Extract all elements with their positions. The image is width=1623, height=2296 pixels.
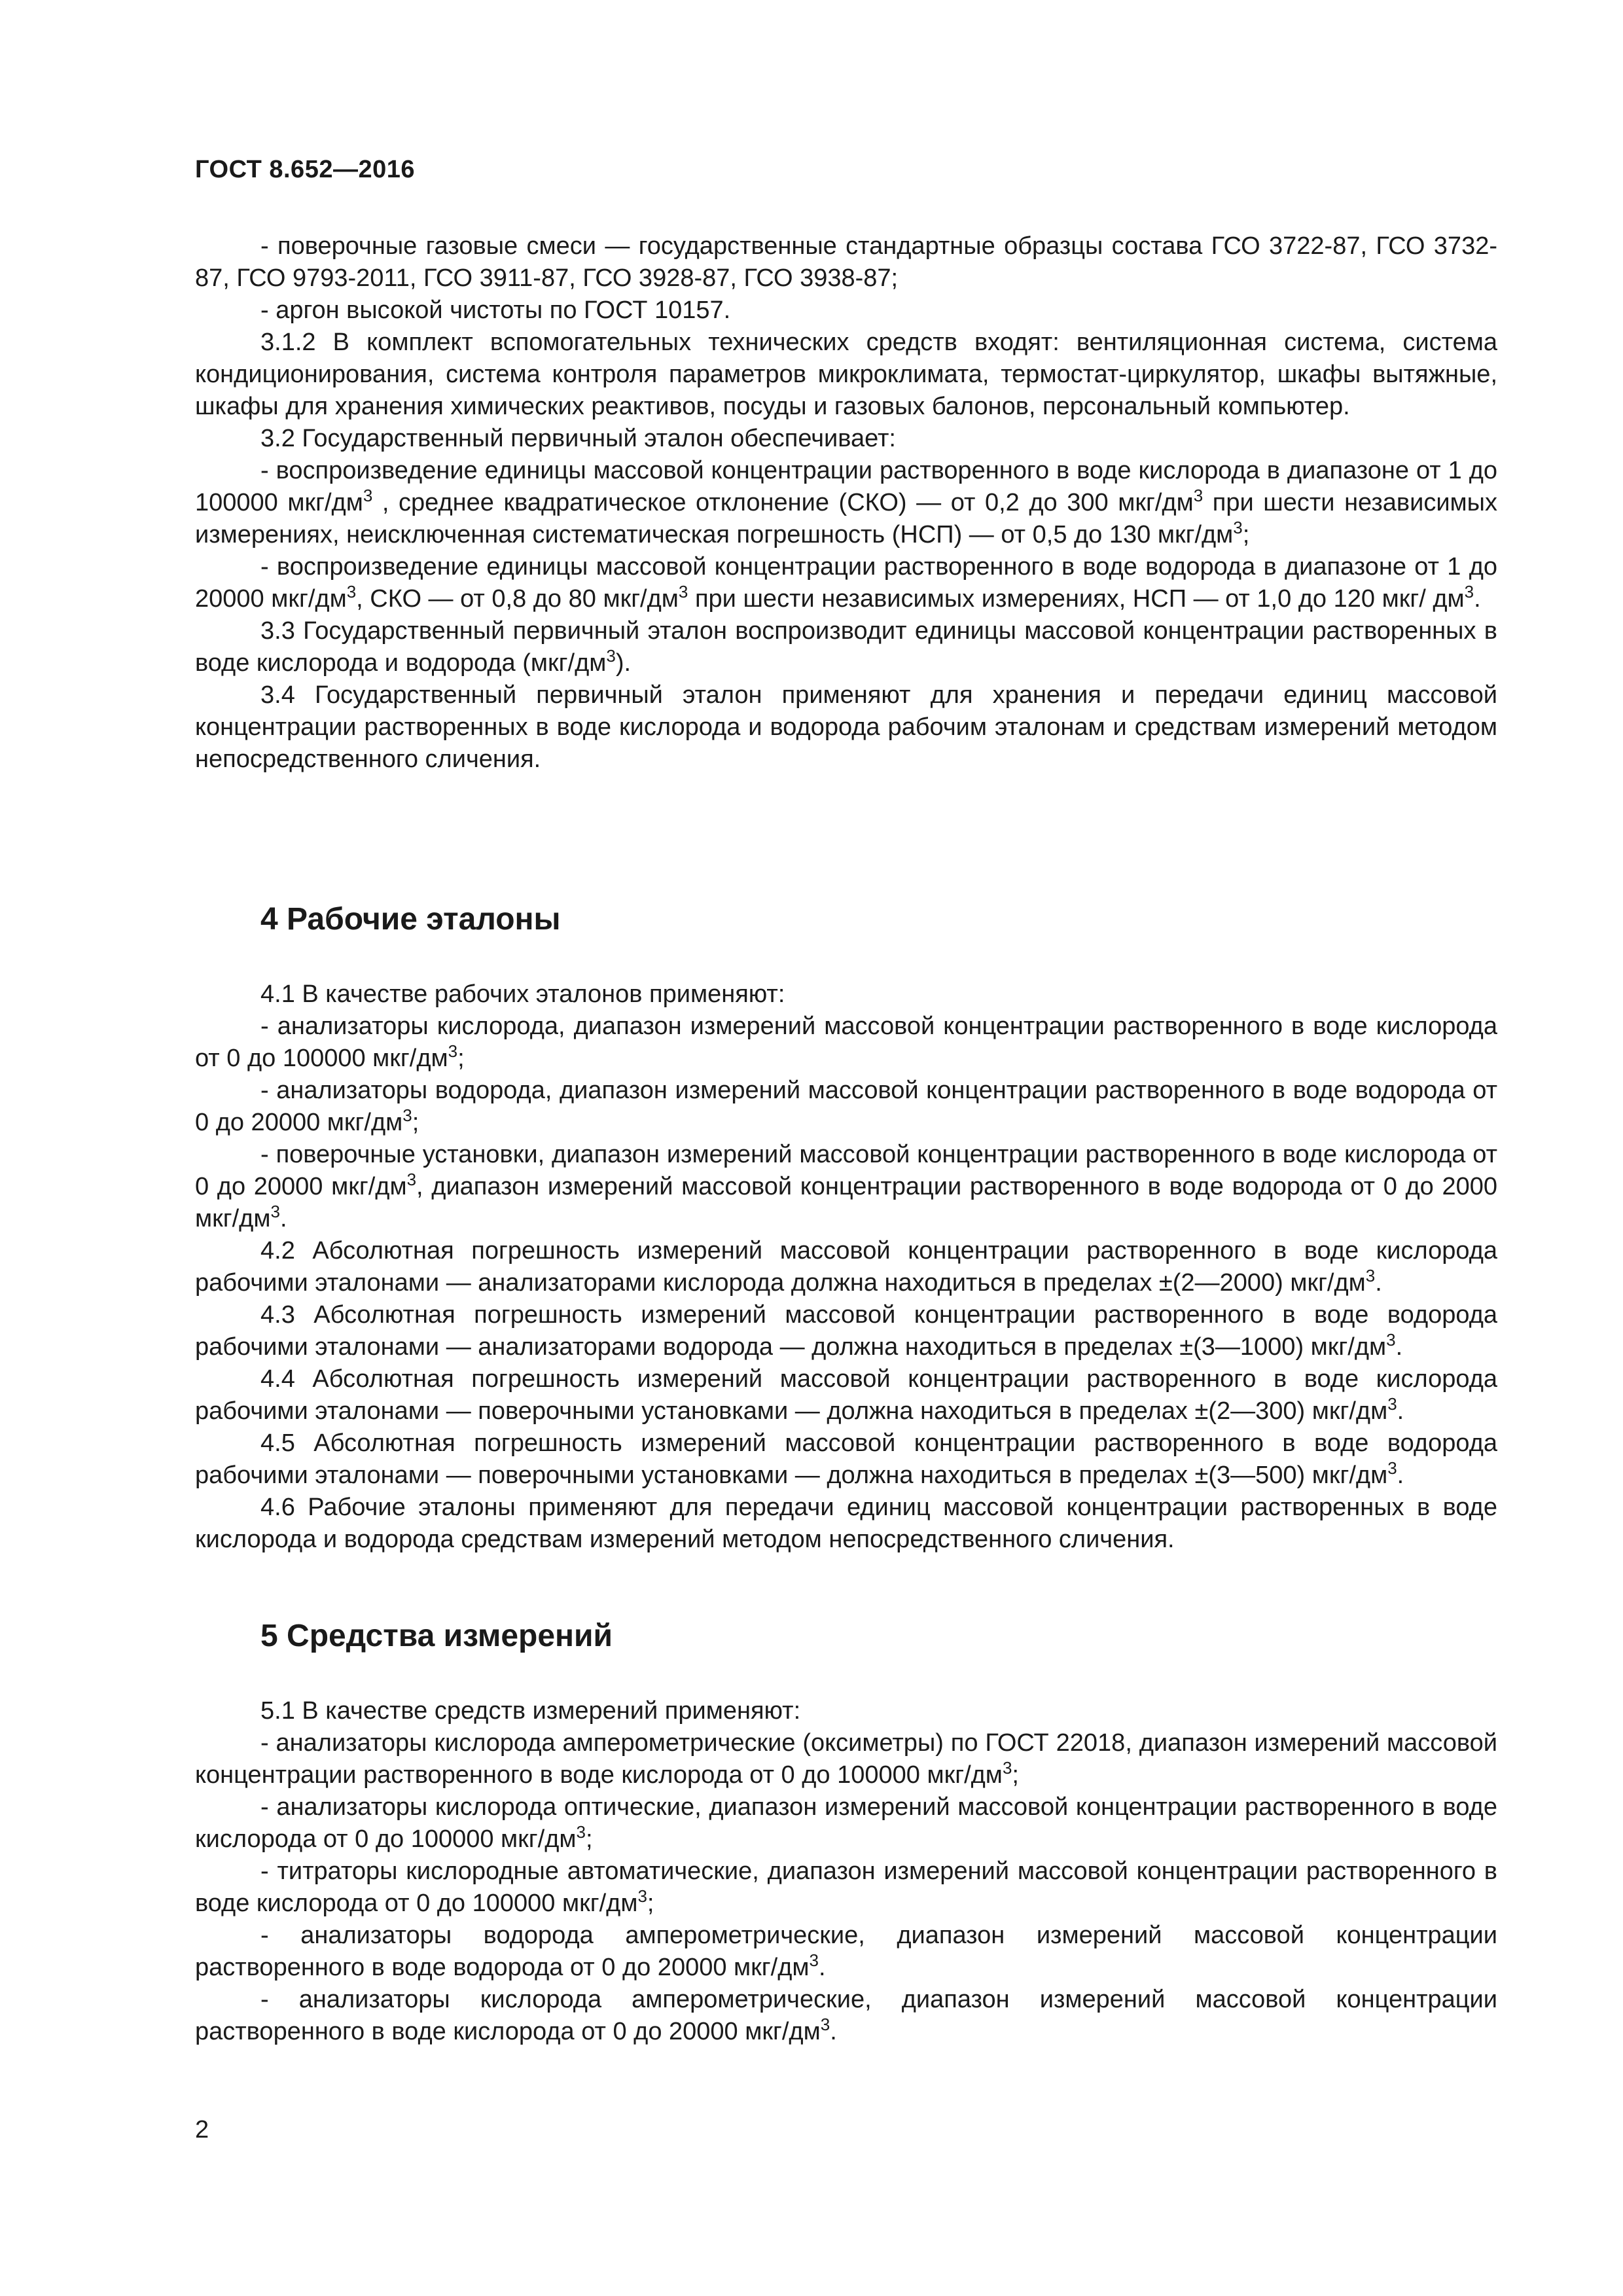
superscript-3: 3 xyxy=(678,582,688,601)
section-4-body xyxy=(195,978,1497,1556)
paragraph: - аргон высокой чистоты по ГОСТ 10157. xyxy=(260,296,731,324)
superscript-3: 3 xyxy=(402,1105,412,1125)
section-5-body xyxy=(195,1695,1497,2048)
superscript-3: 3 xyxy=(1193,486,1204,505)
superscript-3: 3 xyxy=(820,2015,830,2034)
paragraph: - титраторы кислородные автоматические, диапазон измерений массовой концентрации растворенного в воде кислорода от 0 до 100000 мкг/$дм^3$; xyxy=(195,1857,1497,1917)
paragraph: - анализаторы кислорода амперометрические, диапазон измерений массовой концентрации растворенного в воде кислорода от 0 до 20000 мкг/$дм^3$. xyxy=(195,1986,1497,2045)
section-5-title: 5 Средства измерений xyxy=(260,1619,613,1653)
paragraph: 4.4 Абсолютная погрешность измерений массовой концентрации растворенного в воде кислорода рабочими эталонами — поверочными установками — должна находиться в пределах ±(2—300) мкг/$дм^3$. xyxy=(195,1365,1497,1425)
paragraph: 3.3 Государственный первичный эталон воспроизводит единицы массовой концентрации растворенных в воде кислорода и водорода $(мкг/дм^3)$. xyxy=(195,617,1497,677)
paragraph: - поверочные газовые смеси — государственные стандартные образцы состава ГСО 3722-87, ГСО 3732-87, ГСО 9793-2011, ГСО 3911-87, ГСО 3928-87, ГСО 3938-87; xyxy=(195,232,1497,292)
superscript-3: 3 xyxy=(346,582,357,601)
paragraph: - анализаторы кислорода, диапазон измерений массовой концентрации растворенного в воде кислорода от 0 до 100000 мкг/$дм^3$; xyxy=(195,1013,1497,1072)
paragraph: 4.5 Абсолютная погрешность измерений массовой концентрации растворенного в воде водорода рабочими эталонами — поверочными установками — должна находиться в пределах ±(3—500) мкг/$дм^3$. xyxy=(195,1429,1497,1489)
section-4-block xyxy=(195,903,1497,935)
paragraph: 3.2 Государственный первичный эталон обеспечивает: xyxy=(260,425,896,452)
superscript-3: 3 xyxy=(363,486,373,505)
superscript-3: 3 xyxy=(1387,1458,1397,1478)
paragraph: - воспроизведение единицы массовой концентрации растворенного в воде водорода в диапазоне от 1 до 20000 мкг/$дм^3$, СКО — от 0,8 до 80 мкг/$дм^3$ при шести независимых измерениях, НСП — от 1,0 до 120 мкг/ $дм^3$. xyxy=(195,553,1497,613)
paragraph: - анализаторы водорода, диапазон измерений массовой концентрации растворенного в воде водорода от 0 до 20000 мкг/$дм^3$; xyxy=(195,1077,1497,1136)
superscript-3: 3 xyxy=(406,1170,417,1189)
superscript-3: 3 xyxy=(1233,518,1243,537)
paragraph: - воспроизведение единицы массовой концентрации растворенного в воде кислорода в диапазоне от 1 до 100000 мкг/$дм^3$ , среднее квадратическое отклонение (СКО) — от 0,2 до 300 мкг/$дм^3$ при шести независимых измерениях, неисключенная систематическая погрешность (НСП) — от 0,5 до 130 мкг/$дм^3$; xyxy=(195,457,1497,548)
superscript-3: 3 xyxy=(1387,1394,1397,1414)
section-4-title: 4 Рабочие эталоны xyxy=(260,902,561,937)
superscript-3: 3 xyxy=(606,646,616,666)
paragraph: 4.6 Рабочие эталоны применяют для передачи единиц массовой концентрации растворенных в воде кислорода и водорода средствам измерений методом непосредственного сличения. xyxy=(195,1494,1497,1553)
section-3-block xyxy=(195,230,1497,776)
paragraph: - анализаторы кислорода оптические, диапазон измерений массовой концентрации растворенного в воде кислорода от 0 до 100000 мкг/$дм^3$; xyxy=(195,1793,1497,1853)
paragraph: - анализаторы водорода амперометрические, диапазон измерений массовой концентрации растворенного в воде водорода от 0 до 20000 мкг/$дм^3$. xyxy=(195,1922,1497,1981)
superscript-3: 3 xyxy=(1365,1266,1376,1285)
paragraph: 3.1.2 В комплект вспомогательных технических средств входят: вентиляционная система, система кондиционирования, система контроля параметров микроклимата, термостат-циркулятор, шкафы вытяжные, шкафы для хранения химических реактивов, посуды и газовых балонов, персональный компьютер. xyxy=(195,329,1497,420)
paragraph: 4.1 В качестве рабочих эталонов применяют: xyxy=(260,980,785,1008)
superscript-3: 3 xyxy=(1386,1330,1396,1350)
superscript-3: 3 xyxy=(270,1202,280,1221)
paragraph: 4.3 Абсолютная погрешность измерений массовой концентрации растворенного в воде водорода рабочими эталонами — анализаторами водорода — должна находиться в пределах ±(3—1000) мкг/$дм^3$. xyxy=(195,1301,1497,1361)
paragraph: - поверочные установки, диапазон измерений массовой концентрации растворенного в воде кислорода от 0 до 20000 мкг/$дм^3$, диапазон измерений массовой концентрации растворенного в воде водорода от 0 до 2000 мкг/$дм^3$. xyxy=(195,1141,1497,1232)
superscript-3: 3 xyxy=(637,1886,647,1906)
superscript-3: 3 xyxy=(1002,1758,1012,1778)
superscript-3: 3 xyxy=(1464,582,1474,601)
paragraph: 4.2 Абсолютная погрешность измерений массовой концентрации растворенного в воде кислорода рабочими эталонами — анализаторами кислорода должна находиться в пределах ±(2—2000) мкг/$дм^3$. xyxy=(195,1237,1497,1297)
document-header: ГОСТ 8.652—2016 xyxy=(195,156,415,183)
superscript-3: 3 xyxy=(809,1950,819,1970)
paragraph: - анализаторы кислорода амперометрические (оксиметры) по ГОСТ 22018, диапазон измерений массовой концентрации растворенного в воде кислорода от 0 до 100000 мкг/$дм^3$; xyxy=(195,1729,1497,1789)
superscript-3: 3 xyxy=(448,1041,458,1061)
paragraph: 5.1 В качестве средств измерений применяют: xyxy=(260,1697,801,1725)
paragraph: 3.4 Государственный первичный эталон применяют для хранения и передачи единиц массовой концентрации растворенных в воде кислорода и водорода рабочим эталонам и средствам измерений методом непосредственного сличения. xyxy=(195,681,1497,773)
superscript-3: 3 xyxy=(576,1822,586,1842)
section-5-block xyxy=(195,1620,1497,1652)
page-number: 2 xyxy=(195,2116,209,2144)
